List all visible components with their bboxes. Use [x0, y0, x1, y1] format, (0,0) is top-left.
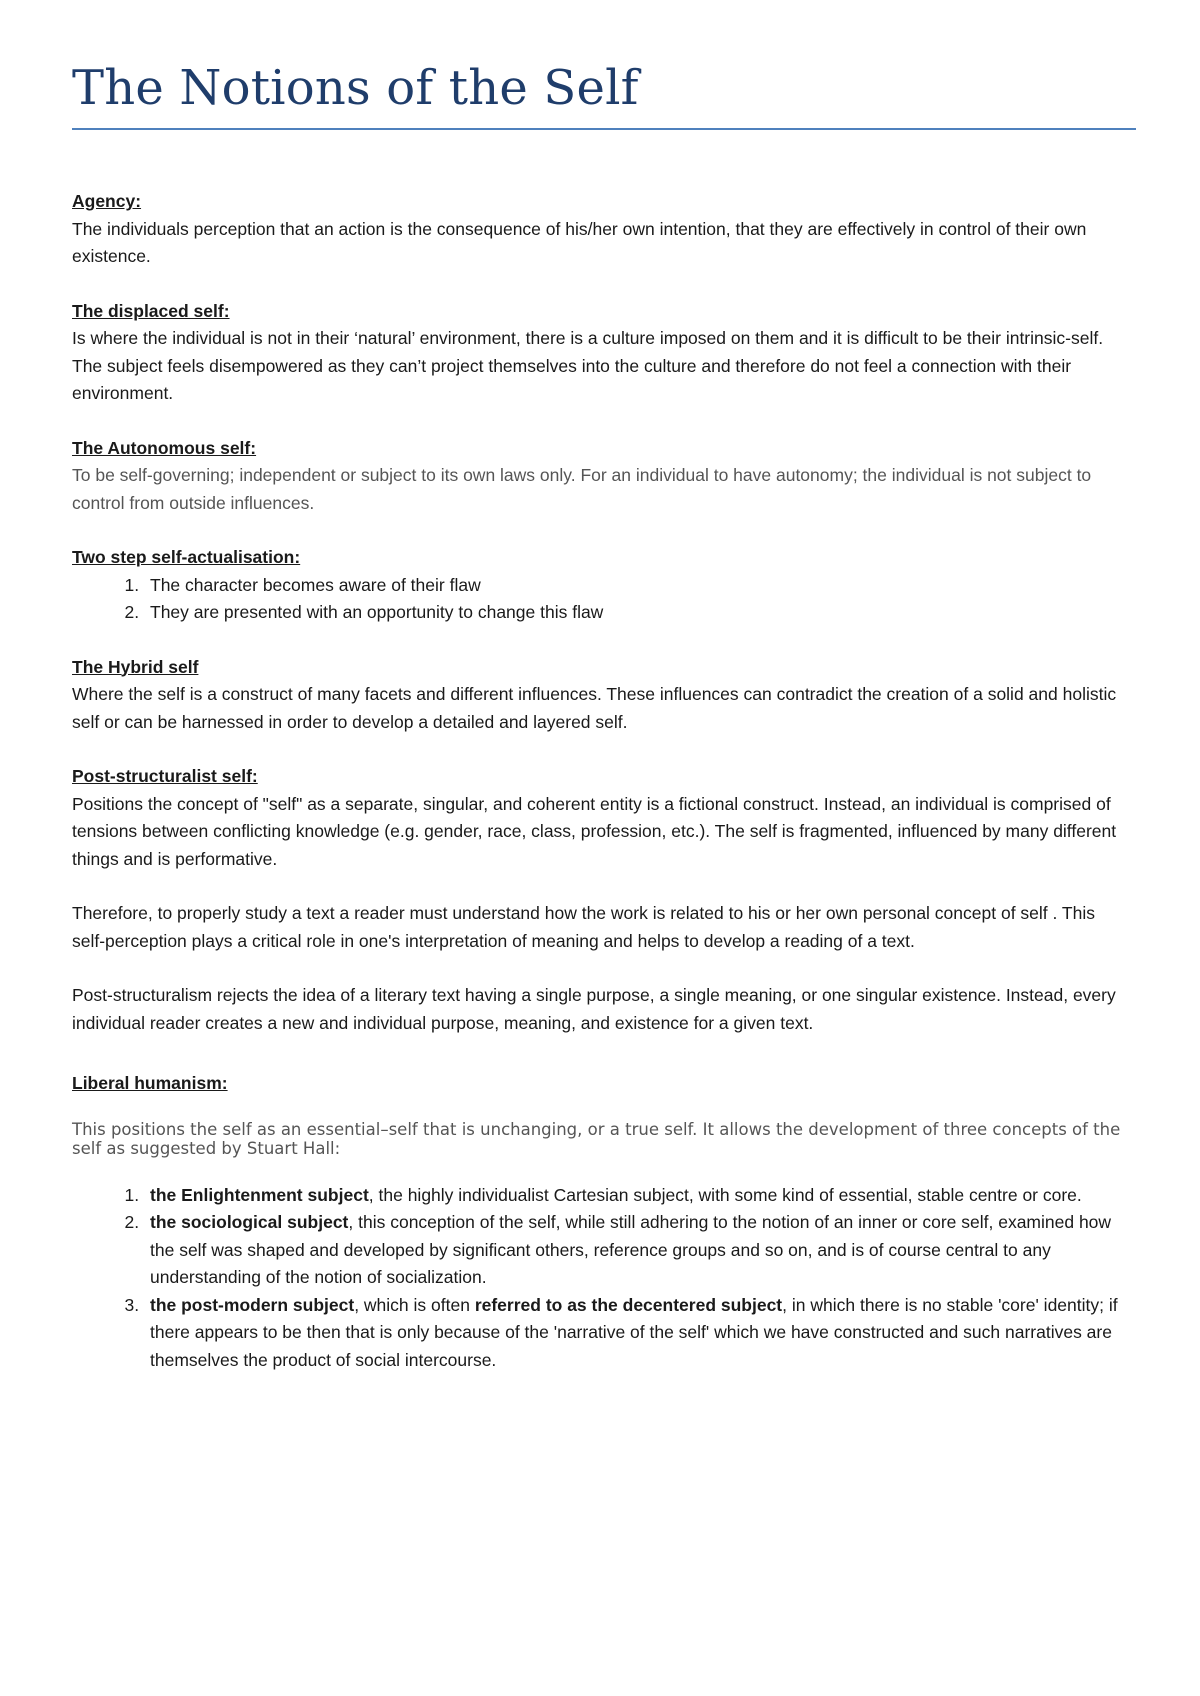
- section-heading: The Autonomous self:: [72, 437, 257, 458]
- title-underline: [72, 128, 1136, 130]
- section-heading: Post-structuralist self:: [72, 766, 258, 786]
- list-item: 2. the sociological subject, this conception of the self, while still adhering to the notion of an inner or core self, examined how the self was shaped and developed by significant others, reference groups and so on, and is of course central to any understanding of the notion of socialization.: [144, 1209, 1128, 1292]
- section-post-structuralist: [72, 763, 1128, 1037]
- section-displaced-self: [72, 298, 1128, 408]
- section-text: Positions the concept of "self" as a separate, singular, and coherent entity is a fictional construct. Instead, an individual is comprised of tensions between conflicting knowledge (e.g. gender, race, class, profession, etc.). The self is fragmented, influenced by many different things and is performative.: [72, 793, 1117, 869]
- list-item: 3. the post-modern subject, which is often referred to as the decentered subject, in which there is no stable 'core' identity; if there appears to be then that is only because of the 'narrative of the self' which we have constructed and such narratives are themselves the product of social intercourse.: [144, 1292, 1128, 1375]
- bold-term: the Enlightenment subject: [150, 1184, 369, 1205]
- section-heading: Liberal humanism:: [72, 1073, 228, 1093]
- bold-term: the post-modern subject: [150, 1294, 355, 1315]
- section-text: Where the self is a construct of many facets and different influences. These influences can contradict the creation of a solid and holistic self or can be harnessed in order to develop a detailed and layered self.: [72, 684, 1117, 732]
- list-item: 1. the Enlightenment subject, the highly individualist Cartesian subject, with some kind of essential, stable centre or core.: [144, 1182, 1128, 1210]
- section-intro: This positions the self as an essential–self that is unchanging, or a true self. It allows the development of three concepts of the self as suggested by Stuart Hall:: [72, 1119, 1121, 1158]
- section-liberal-humanism: [72, 1070, 1128, 1374]
- section-text: To be self-governing; independent or subject to its own laws only. For an individual to have autonomy; the individual is not subject to control from outside influences.: [72, 465, 1092, 513]
- section-heading: The Hybrid self: [72, 656, 199, 677]
- section-text: Post-structuralism rejects the idea of a literary text having a single purpose, a single meaning, or one singular existence. Instead, every individual reader creates a new and individual purpose, meaning, and existence for a given text.: [72, 985, 1116, 1033]
- numbered-list: [72, 572, 1128, 627]
- section-heading: The displaced self:: [72, 300, 230, 321]
- section-text: Is where the individual is not in their ‘natural’ environment, there is a culture imposed on them and it is difficult to be their intrinsic-self. The subject feels disempowered as they can’t project themselves into the culture and therefore do not feel a connection with their environment.: [72, 328, 1104, 403]
- section-autonomous-self: [72, 435, 1128, 518]
- section-heading: Two step self-actualisation:: [72, 547, 301, 567]
- section-two-step: [72, 544, 1128, 627]
- document-body: [72, 188, 1128, 1374]
- page-title: The Notions of the Self: [72, 60, 639, 116]
- section-hybrid-self: [72, 654, 1128, 737]
- list-item: 2. They are presented with an opportunity to change this flaw: [144, 599, 1128, 627]
- list-item: 1. The character becomes aware of their flaw: [144, 572, 1128, 600]
- bold-term: referred to as the decentered subject: [474, 1294, 783, 1315]
- bold-term: the sociological subject: [150, 1212, 349, 1232]
- section-agency: [72, 188, 1128, 271]
- section-heading: Agency:: [72, 191, 142, 211]
- section-text: Therefore, to properly study a text a reader must understand how the work is related to his or her own personal concept of self . This self-perception plays a critical role in one's interpretation of meaning and helps to develop a reading of a text.: [72, 903, 1095, 951]
- numbered-list: [72, 1182, 1128, 1375]
- section-text: The individuals perception that an action is the consequence of his/her own intention, that they are effectively in control of their own existence.: [72, 218, 1087, 266]
